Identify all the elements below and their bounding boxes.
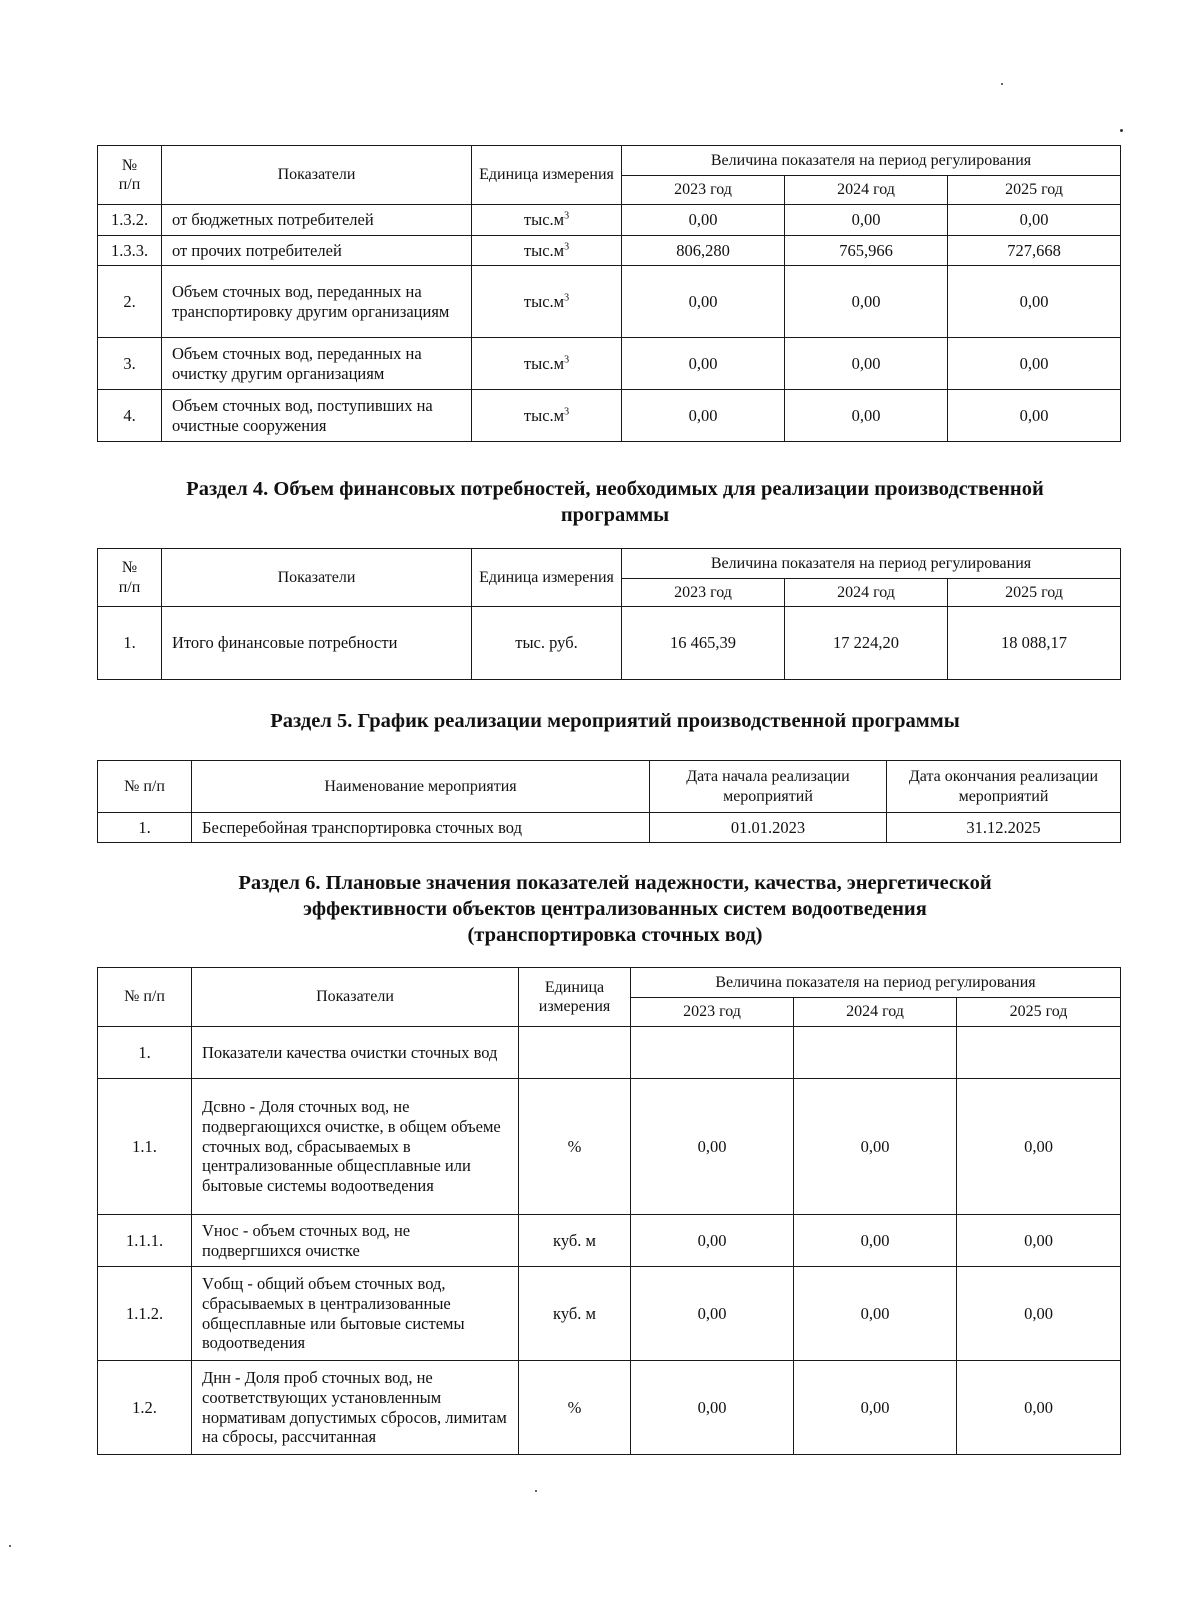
row-unit: $тыс.м^3$	[472, 390, 622, 442]
row-name: от прочих потребителей	[162, 236, 472, 266]
scan-speck	[1001, 83, 1003, 85]
section-5-title: Раздел 5. График реализации мероприятий производственной программы	[270, 710, 960, 732]
row-name: Бесперебойная транспортировка сточных вод	[192, 813, 650, 843]
row-value: 0,00	[948, 390, 1121, 442]
row-num: 4.	[98, 390, 162, 442]
row-unit: тыс. руб.	[472, 607, 622, 680]
row-name: от бюджетных потребителей	[162, 205, 472, 236]
scan-speck	[9, 1545, 11, 1547]
header-num: № п/п	[98, 761, 192, 813]
row-value: 727,668	[948, 236, 1121, 266]
row-value: 765,966	[785, 236, 948, 266]
header-year: 2025 год	[948, 579, 1121, 607]
row-value: 0,00	[948, 266, 1121, 338]
row-value: 0,00	[957, 1079, 1121, 1215]
row-value: 16 465,39	[622, 607, 785, 680]
table-row	[98, 607, 1121, 680]
header-num: № п/п	[98, 549, 162, 607]
header-unit: Единица измерения	[472, 146, 622, 205]
row-num: 1.	[98, 1027, 192, 1079]
row-value: 0,00	[631, 1215, 794, 1267]
table-row	[98, 813, 1121, 843]
header-year: 2025 год	[957, 998, 1121, 1027]
header-period: Величина показателя на период регулирования	[622, 146, 1121, 176]
header-num: № п/п	[98, 146, 162, 205]
section-4-title: Раздел 4. Объем финансовых потребностей, необходимых для реализации производственной программы	[186, 478, 1044, 527]
row-value: 0,00	[957, 1215, 1121, 1267]
row-value: 0,00	[785, 266, 948, 338]
table-schedule	[97, 760, 1121, 843]
row-value: 0,00	[794, 1267, 957, 1361]
row-name: Объем сточных вод, поступивших на очистные сооружения	[162, 390, 472, 442]
section-6-title: Раздел 6. Плановые значения показателей надежности, качества, энергетической эффективности объектов централизованных систем водоотведения (транспортировка сточных вод)	[238, 872, 992, 947]
row-start-date: 01.01.2023	[650, 813, 887, 843]
row-value: 0,00	[622, 338, 785, 390]
table-row	[98, 266, 1121, 338]
row-value: 0,00	[957, 1361, 1121, 1455]
row-num: 1.2.	[98, 1361, 192, 1455]
table-row	[98, 1215, 1121, 1267]
row-value: 0,00	[948, 205, 1121, 236]
row-num: 3.	[98, 338, 162, 390]
row-unit: %	[519, 1079, 631, 1215]
row-value: 0,00	[631, 1361, 794, 1455]
table-reliability-indicators	[97, 967, 1121, 1455]
row-value: 0,00	[948, 338, 1121, 390]
row-value: 0,00	[631, 1079, 794, 1215]
row-unit: куб. м	[519, 1267, 631, 1361]
row-unit: $тыс.м^3$	[472, 205, 622, 236]
header-year: 2023 год	[631, 998, 794, 1027]
row-name: Днн - Доля проб сточных вод, не соответствующих установленным нормативам допустимых сбросов, лимитам на сбросы, рассчитанная	[192, 1361, 519, 1455]
row-value: 0,00	[794, 1079, 957, 1215]
row-name: Показатели качества очистки сточных вод	[192, 1027, 519, 1079]
header-indicator: Показатели	[162, 146, 472, 205]
header-unit: Единица измерения	[519, 968, 631, 1027]
scan-speck	[535, 1490, 537, 1492]
row-value: 0,00	[622, 266, 785, 338]
header-year: 2023 год	[622, 579, 785, 607]
header-indicator: Показатели	[192, 968, 519, 1027]
table-row	[98, 205, 1121, 236]
header-year: 2023 год	[622, 176, 785, 205]
row-value: 0,00	[622, 205, 785, 236]
table-row	[98, 1027, 1121, 1079]
header-unit: Единица измерения	[472, 549, 622, 607]
row-value	[631, 1027, 794, 1079]
header-year: 2025 год	[948, 176, 1121, 205]
row-num: 1.1.1.	[98, 1215, 192, 1267]
row-value: 0,00	[957, 1267, 1121, 1361]
header-period: Величина показателя на период регулирования	[622, 549, 1121, 579]
row-unit: $тыс.м^3$	[472, 266, 622, 338]
row-unit: $тыс.м^3$	[472, 338, 622, 390]
row-unit: куб. м	[519, 1215, 631, 1267]
row-num: 2.	[98, 266, 162, 338]
header-event-name: Наименование мероприятия	[192, 761, 650, 813]
row-name: Дсвно - Доля сточных вод, не подвергающихся очистке, в общем объеме сточных вод, сбрасываемых в централизованные общесплавные или бытовые системы водоотведения	[192, 1079, 519, 1215]
table-row	[98, 1079, 1121, 1215]
row-num: 1.	[98, 607, 162, 680]
row-num: 1.1.	[98, 1079, 192, 1215]
row-num: 1.3.2.	[98, 205, 162, 236]
row-num: 1.1.2.	[98, 1267, 192, 1361]
row-value	[957, 1027, 1121, 1079]
row-name: Vобщ - общий объем сточных вод, сбрасываемых в централизованные общесплавные или бытовые системы водоотведения	[192, 1267, 519, 1361]
row-name: Vнос - объем сточных вод, не подвергшихся очистке	[192, 1215, 519, 1267]
row-unit	[519, 1027, 631, 1079]
scan-speck	[1120, 129, 1123, 132]
row-name: Объем сточных вод, переданных на очистку другим организациям	[162, 338, 472, 390]
row-end-date: 31.12.2025	[887, 813, 1121, 843]
row-value	[794, 1027, 957, 1079]
row-value: 0,00	[785, 205, 948, 236]
row-value: 0,00	[794, 1215, 957, 1267]
header-indicator: Показатели	[162, 549, 472, 607]
row-name: Объем сточных вод, переданных на транспортировку другим организациям	[162, 266, 472, 338]
table-row	[98, 390, 1121, 442]
header-period: Величина показателя на период регулирования	[631, 968, 1121, 998]
header-start-date: Дата начала реализации мероприятий	[650, 761, 887, 813]
table-financial-needs	[97, 548, 1121, 680]
row-unit: %	[519, 1361, 631, 1455]
row-num: 1.3.3.	[98, 236, 162, 266]
row-value: 0,00	[785, 338, 948, 390]
row-num: 1.	[98, 813, 192, 843]
row-value: 806,280	[622, 236, 785, 266]
row-value: 0,00	[785, 390, 948, 442]
table-row	[98, 338, 1121, 390]
row-value: 0,00	[622, 390, 785, 442]
row-unit: $тыс.м^3$	[472, 236, 622, 266]
header-year: 2024 год	[794, 998, 957, 1027]
row-value: 0,00	[794, 1361, 957, 1455]
table-row	[98, 1267, 1121, 1361]
header-num: № п/п	[98, 968, 192, 1027]
header-end-date: Дата окончания реализации мероприятий	[887, 761, 1121, 813]
header-year: 2024 год	[785, 579, 948, 607]
row-value: 18 088,17	[948, 607, 1121, 680]
row-value: 17 224,20	[785, 607, 948, 680]
row-value: 0,00	[631, 1267, 794, 1361]
table-row	[98, 236, 1121, 266]
row-name: Итого финансовые потребности	[162, 607, 472, 680]
table-volumes	[97, 145, 1121, 442]
header-year: 2024 год	[785, 176, 948, 205]
table-row	[98, 1361, 1121, 1455]
